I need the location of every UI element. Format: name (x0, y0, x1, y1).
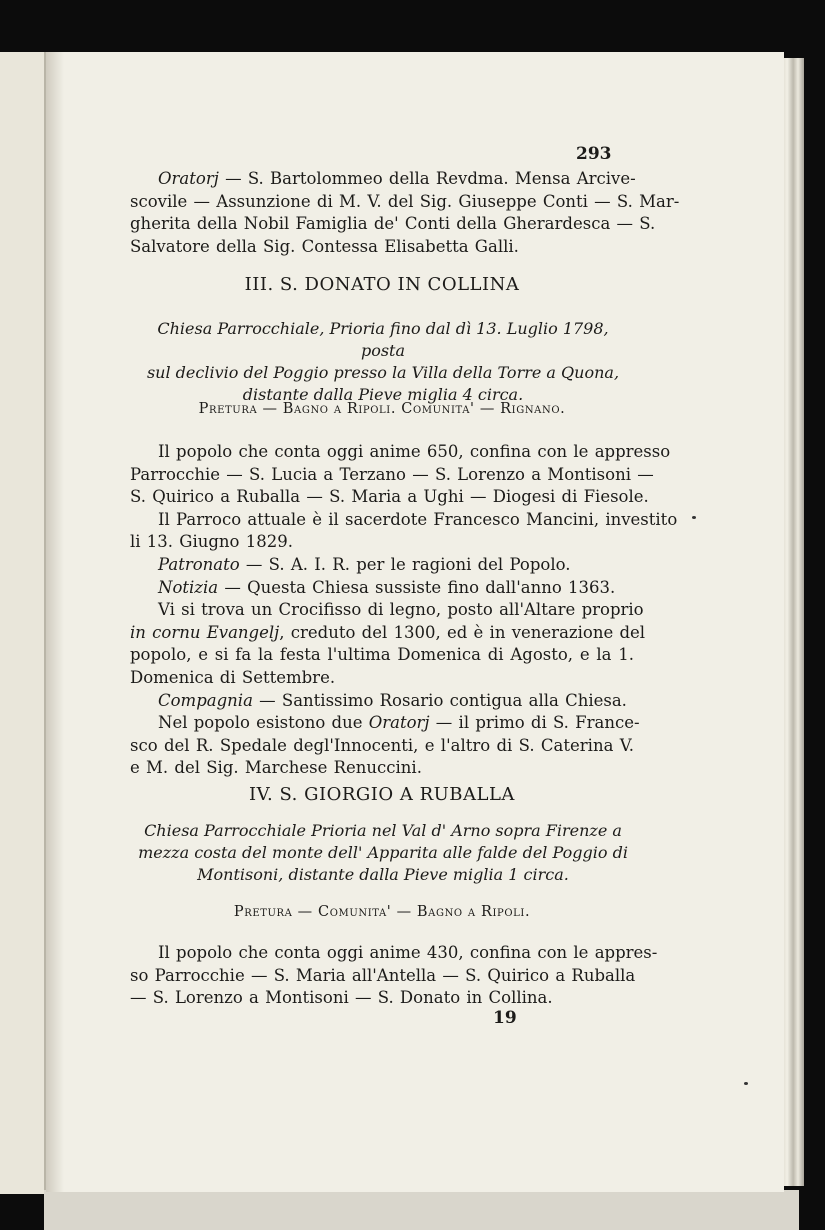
paper-speck (744, 1082, 748, 1085)
intro-line: gherita della Nobil Famiglia de' Conti della Gherardesca — S. (130, 214, 656, 234)
section-description (138, 820, 628, 886)
intro-line: scovile — Assunzione di M. V. del Sig. Giuseppe Conti — S. Mar- (130, 191, 680, 211)
section-description (138, 318, 628, 406)
body-line: li 13. Giugno 1829. (130, 532, 293, 552)
section-body (130, 441, 678, 780)
body-line: Nel popolo esistono due Oratorj — il primo di S. France- (158, 713, 640, 733)
section-heading: IV. S. GIORGIO A RUBALLA (249, 784, 515, 805)
facing-page-edge (0, 52, 46, 1194)
body-line: in cornu Evangelj, creduto del 1300, ed è in venerazione del (130, 622, 646, 642)
spine-shadow (46, 52, 64, 1192)
body-line: so Parrocchie — S. Maria all'Antella — S. Quirico a Ruballa (130, 965, 636, 985)
body-line: Compagnia — Santissimo Rosario contigua alla Chiesa. (158, 690, 627, 710)
body-line: Il popolo che conta oggi anime 430, confina con le appres- (158, 943, 658, 962)
body-line: Parrocchie — S. Lucia a Terzano — S. Lorenzo a Montisoni — (130, 464, 654, 484)
body-line: S. Quirico a Ruballa — S. Maria a Ughi — Diogesi di Fiesole. (130, 487, 649, 507)
body-line: — S. Lorenzo a Montisoni — S. Donato in Collina. (130, 988, 553, 1008)
description-line: mezza costa del monte dell' Apparita alle falde del Poggio di (138, 843, 628, 862)
intro-paragraph (130, 168, 680, 258)
signature-number: 19 (493, 1008, 517, 1028)
description-line: distante dalla Pieve miglia 4 circa. (242, 385, 524, 404)
body-line: Notizia — Questa Chiesa sussiste fino dall'anno 1363. (158, 577, 616, 597)
jurisdiction-line: Pretura — Bagno a Ripoli. Comunita' — Rignano. (198, 401, 566, 417)
description-line: Chiesa Parrocchiale, Prioria fino dal dì 13. Luglio 1798, posta (157, 319, 609, 360)
body-line: Domenica di Settembre. (130, 667, 336, 687)
lower-page-strip (44, 1190, 799, 1230)
jurisdiction-line: Pretura — Comunita' — Bagno a Ripoli. (233, 904, 531, 920)
section-body (130, 942, 658, 1010)
page-number: 293 (576, 144, 612, 164)
intro-line: Salvatore della Sig. Contessa Elisabetta Galli. (130, 236, 519, 256)
intro-line: Oratorj — S. Bartolommeo della Revdma. Mensa Arcive- (158, 169, 636, 188)
body-line: sco del R. Spedale degl'Innocenti, e l'altro di S. Caterina V. (130, 735, 634, 755)
description-line: Chiesa Parrocchiale Prioria nel Val d' Arno sopra Firenze a (144, 821, 622, 840)
notizia-label: Notizia (158, 577, 219, 597)
book-page (46, 52, 784, 1192)
body-line: Il popolo che conta oggi anime 650, confina con le appresso (158, 442, 671, 461)
body-line: Il Parroco attuale è il sacerdote Francesco Mancini, investito (158, 509, 678, 529)
oratorj-label: Oratorj (158, 169, 219, 188)
description-line: sul declivio del Poggio presso la Villa della Torre a Quona, (146, 363, 620, 382)
body-line: popolo, e si fa la festa l'ultima Domenica di Agosto, e la 1. (130, 645, 634, 665)
patronato-label: Patronato (158, 554, 240, 574)
body-line: e M. del Sig. Marchese Renuccini. (130, 758, 422, 778)
body-line: Vi si trova un Crocifisso di legno, posto all'Altare proprio (158, 600, 644, 620)
body-line: Patronato — S. A. I. R. per le ragioni del Popolo. (158, 554, 571, 574)
section-heading: III. S. DONATO IN COLLINA (244, 274, 520, 295)
paper-speck (692, 516, 696, 519)
compagnia-label: Compagnia (158, 690, 253, 710)
description-line: Montisoni, distante dalla Pieve miglia 1 circa. (197, 865, 569, 884)
